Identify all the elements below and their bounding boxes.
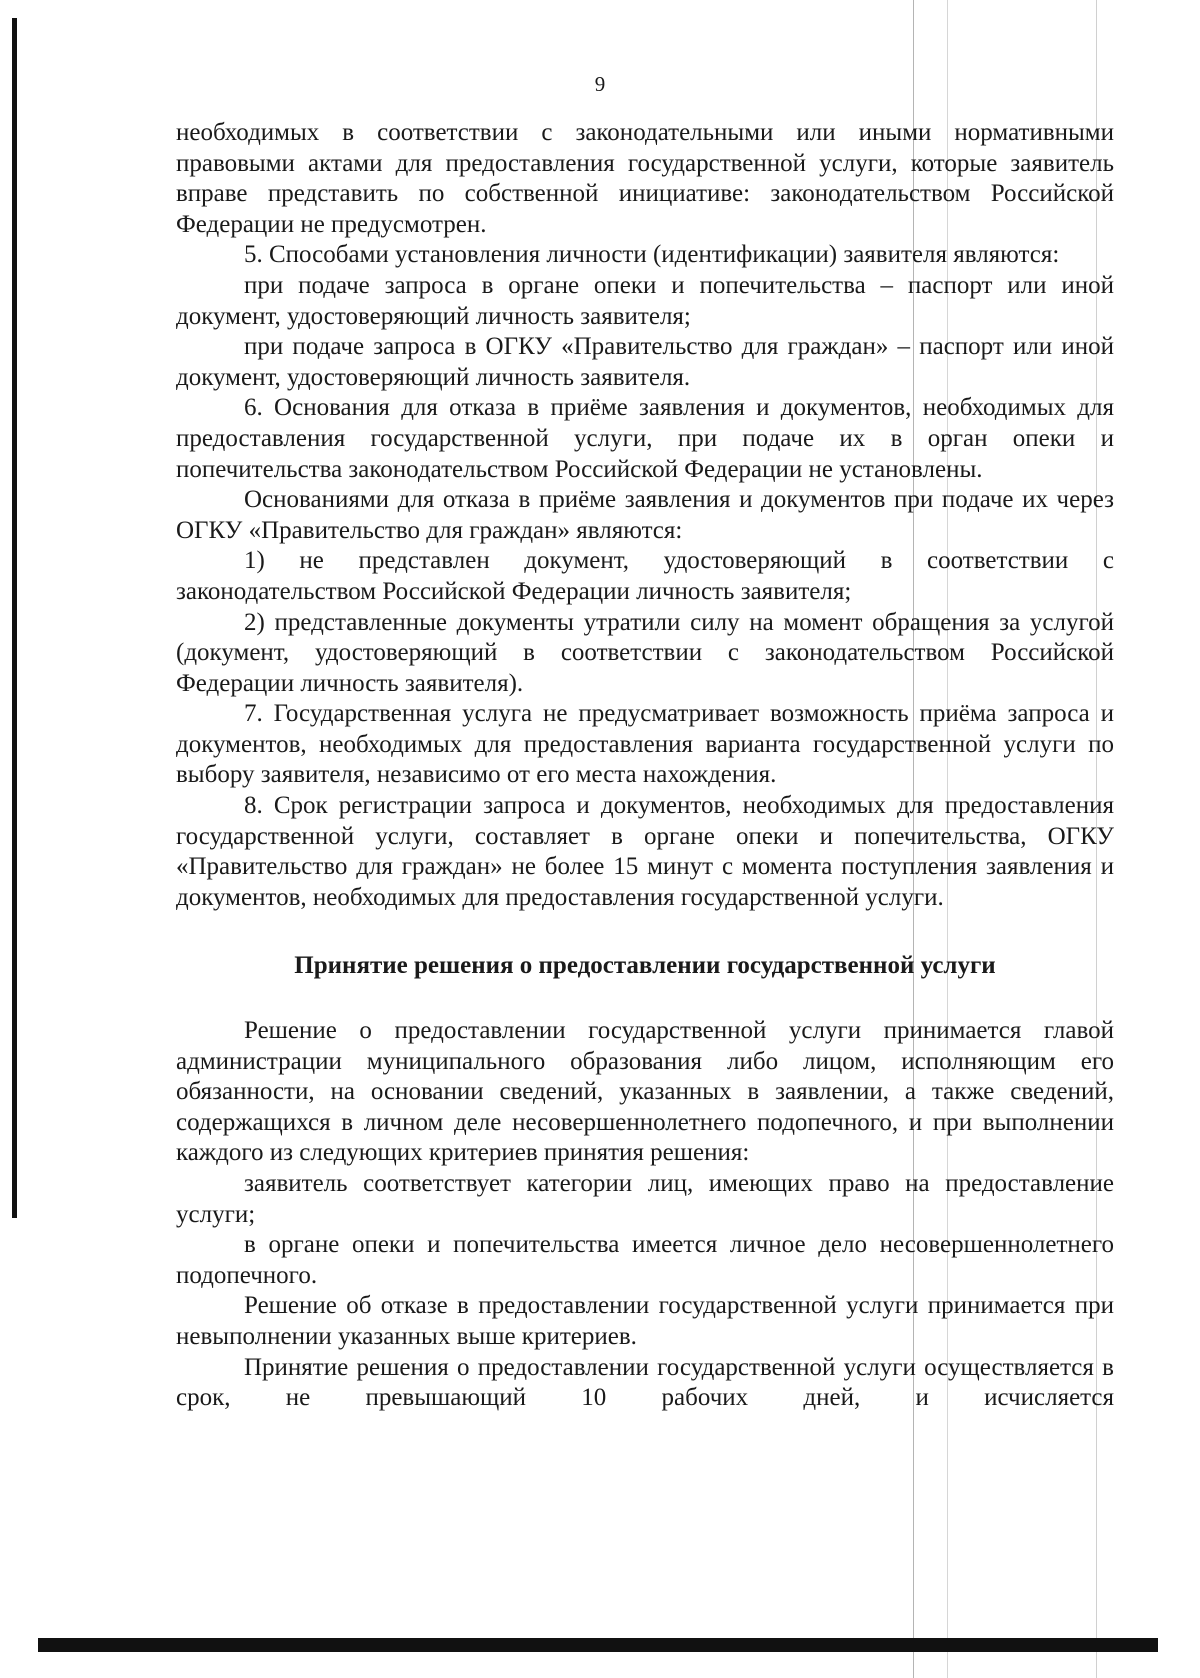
document-body bbox=[176, 118, 1114, 1414]
paragraph: Основаниями для отказа в приёме заявления и документов при подаче их через ОГКУ «Правительство для граждан» являются: bbox=[176, 486, 1114, 544]
paragraph: 7. Государственная услуга не предусматривает возможность приёма запроса и документов, необходимых для предоставления варианта государственной услуги по выбору заявителя, независимо от его места нахождения. bbox=[176, 700, 1114, 789]
paragraph: заявитель соответствует категории лиц, имеющих право на предоставление услуги; bbox=[176, 1170, 1114, 1228]
paragraph: 8. Срок регистрации запроса и документов, необходимых для предоставления государственной услуги, составляет в органе опеки и попечительства, ОГКУ «Правительство для граждан» не более 15 минут с момента поступления заявления и документов, необходимых для предоставления государственной услуги. bbox=[176, 792, 1114, 911]
paragraph: при подаче запроса в ОГКУ «Правительство для граждан» – паспорт или иной документ, удостоверяющий личность заявителя. bbox=[176, 333, 1114, 391]
paragraph: при подаче запроса в органе опеки и попечительства – паспорт или иной документ, удостоверяющий личность заявителя; bbox=[176, 271, 1114, 330]
paragraph: 2) представленные документы утратили силу на момент обращения за услугой (документ, удостоверяющий в соответствии с законодательством Российской Федерации личность заявителя). bbox=[176, 608, 1114, 697]
scan-bottom-edge bbox=[38, 1638, 1158, 1652]
section-heading: Принятие решения о предоставлении государственной услуги bbox=[294, 952, 996, 980]
page-number: 9 bbox=[594, 72, 606, 96]
paragraph: 5. Способами установления личности (идентификации) заявителя являются: bbox=[244, 241, 1060, 269]
paragraph: Принятие решения о предоставлении государственной услуги осуществляется в срок, не превышающий 10 рабочих дней, и исчисляется bbox=[176, 1353, 1114, 1412]
paragraph: Решение об отказе в предоставлении государственной услуги принимается при невыполнении указанных выше критериев. bbox=[176, 1292, 1114, 1350]
paragraph: 1) не представлен документ, удостоверяющий в соответствии с законодательством Российской Федерации личность заявителя; bbox=[176, 547, 1114, 605]
paragraph: Решение о предоставлении государственной услуги принимается главой администрации муниципального образования либо лицом, исполняющим его обязанности, на основании сведений, указанных в заявлении, а также сведений, содержащихся в личном деле несовершеннолетнего подопечного, и при выполнении каждого из следующих критериев принятия решения: bbox=[176, 1017, 1114, 1167]
scan-left-edge bbox=[12, 18, 17, 1218]
paragraph: необходимых в соответствии с законодательными или иными нормативными правовыми актами для предоставления государственной услуги, которые заявитель вправе представить по собственной инициативе: законодательством Российской Федерации не предусмотрен. bbox=[176, 119, 1114, 238]
paragraph: 6. Основания для отказа в приёме заявления и документов, необходимых для предоставления государственной услуги, при подаче их в орган опеки и попечительства законодательством Российской Федерации не установлены. bbox=[176, 394, 1114, 483]
paragraph: в органе опеки и попечительства имеется личное дело несовершеннолетнего подопечного. bbox=[176, 1231, 1114, 1289]
